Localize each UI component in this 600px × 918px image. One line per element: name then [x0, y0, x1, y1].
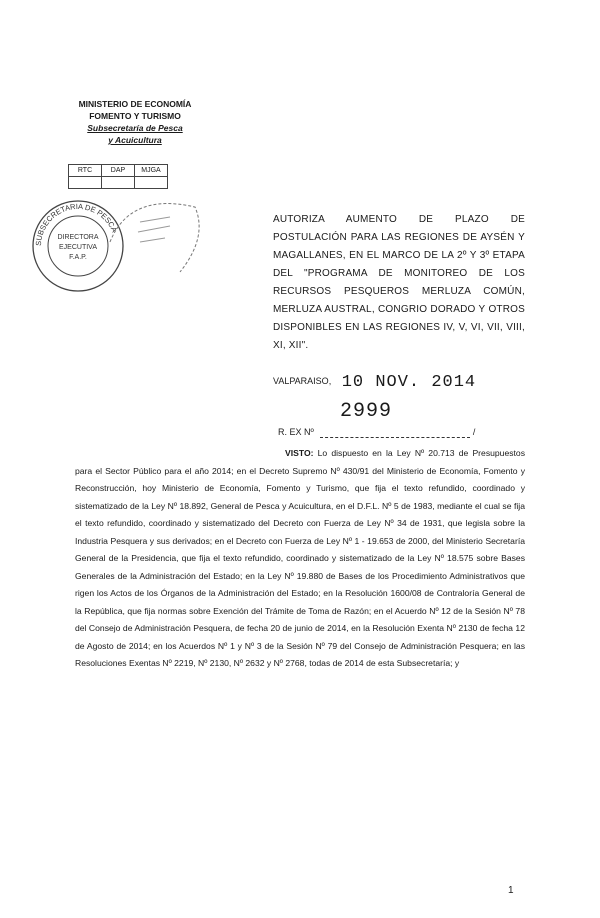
rex-line [278, 427, 475, 438]
page-number: 1 [508, 885, 514, 896]
received-stamp-graphic [100, 182, 210, 282]
routing-cell: MJGA [135, 165, 168, 177]
rex-label: R. EX Nº [278, 427, 314, 437]
seal-center-line-1: DIRECTORA [57, 234, 99, 241]
routing-cell [69, 177, 102, 189]
letterhead-line-4: y Acuicultura [108, 135, 162, 145]
letterhead-line-1: MINISTERIO DE ECONOMÍA [78, 99, 192, 109]
date-stamp: 10 NOV. 2014 [341, 373, 477, 392]
received-stamp [100, 182, 210, 282]
letterhead [70, 98, 200, 146]
resolution-number: 2999 [340, 400, 393, 423]
place-and-date [273, 373, 476, 392]
seal-ring-text: SUBSECRETARIA DE PESCA [33, 201, 120, 247]
body-lead: VISTO: [285, 448, 314, 458]
routing-cell: RTC [69, 165, 102, 177]
routing-cell: DAP [102, 165, 135, 177]
letterhead-line-3: Subsecretaría de Pesca [87, 123, 183, 133]
letterhead-line-2: FOMENTO Y TURISMO [89, 111, 181, 121]
rex-blank-line [320, 428, 470, 438]
place-label: VALPARAISO, [273, 376, 332, 386]
body-text: Lo dispuesto en la Ley Nº 20.713 de Presupuestos para el Sector Público para el año 2014; en el Decreto Supremo Nº 430/91 del Ministerio de Economía, Fomento y Reconstrucción, hoy Ministerio de Economía, Fomento y Turismo, que fija el texto refundido, coordinado y sistematizado de la Ley Nº 18.892, General de Pesca y Acuicultura, en el D.F.L. Nº 5 de 1983, mediante el cual se fija el texto refundido, coordinado y sistematizado del Decreto con Fuerza de Ley Nº 34 de 1931, que legisla sobre la Industria Pesquera y sus derivados; en el Decreto con Fuerza de Ley Nº 1 - 19.653 de 2000, del Ministerio Secretaría General de la Presidencia, que fija el texto refundido, coordinado y sistematizado de la Ley Nº 18.575 sobre Bases Generales de la Administración del Estado; en la Ley Nº 19.880 de Bases de los Procedimiento Administrativos que rigen los Actos de los Órganos de la Administración del Estado; en la Resolución 1600/08 de Contraloría General de la República, que fija normas sobre Exención del Trámite de Toma de Razón; en el Acuerdo Nº 12 de la Sesión Nº 78 del Consejo de Administración Pesquera, de fecha 20 de junio de 2014, en la Resolución Exenta Nº 2130 de fecha 12 de Agosto de 2014; en los Acuerdos Nº 1 y Nº 3 de la Sesión Nº 79 del Consejo de Administración Pesquera; en las Resoluciones Exentas Nº 2219, Nº 2130, Nº 2632 y Nº 2768, todas de 2014 de esta Subsecretaría; y [75, 448, 525, 668]
rex-trailing: / [472, 427, 476, 437]
body-paragraph [75, 445, 525, 673]
seal-center-line-2: EJECUTIVA [59, 244, 97, 251]
seal-center-line-3: F.A.P. [69, 254, 87, 261]
resolution-subject: AUTORIZA AUMENTO DE PLAZO DE POSTULACIÓN PARA LAS REGIONES DE AYSÉN Y MAGALLANES, EN EL MARCO DE LA 2º Y 3º ETAPA DEL "PROGRAMA DE MONITOREO DE LOS RECURSOS PESQUEROS MERLUZA COMÚN, MERLUZA AUSTRAL, CONGRIO DORADO Y OTROS DISPONIBLES EN LAS REGIONES IV, V, VI, VII, VIII, XI, XII". [273, 214, 525, 351]
routing-header-row [69, 165, 168, 177]
